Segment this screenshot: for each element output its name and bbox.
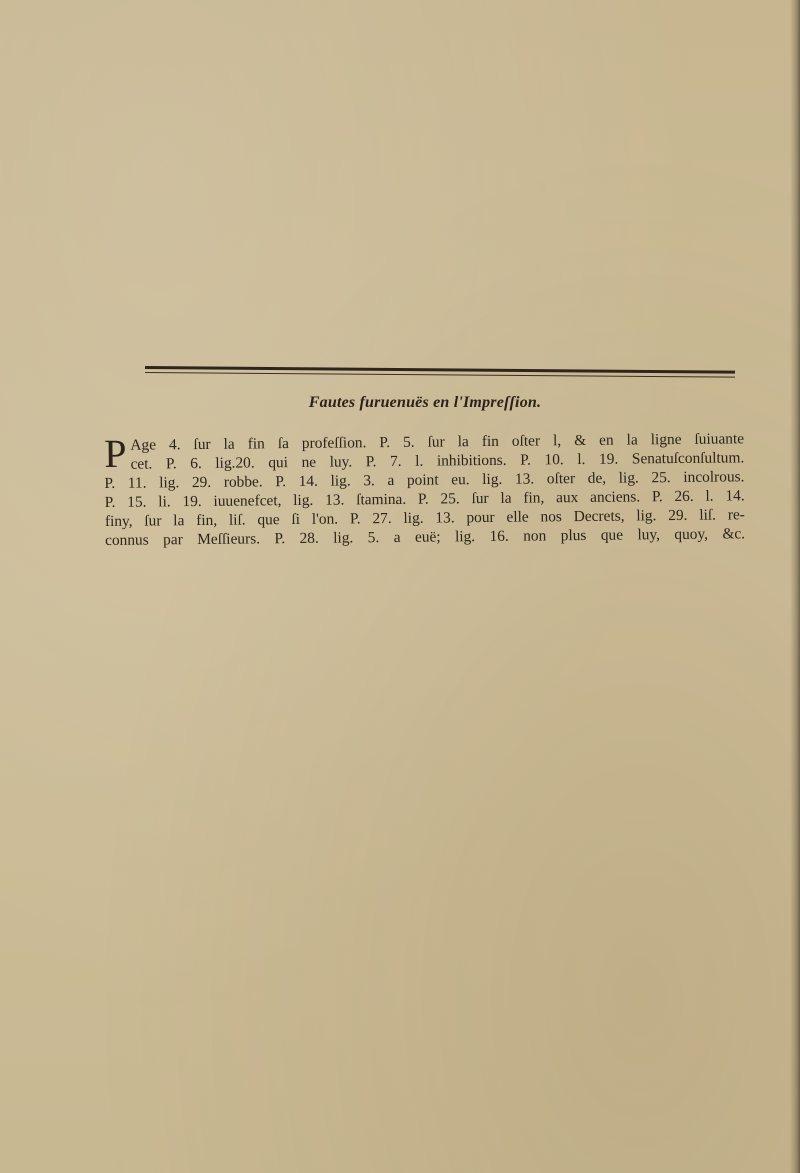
errata-line: P. 11. lig. 29. robbe. P. 14. lig. 3. a point eu. lig. 13. oſter de, lig. 25. incolrous.	[104, 468, 745, 492]
errata-line-text: Age 4. ſur la fin ſa profeſſion. P. 5. ſur la fin oſter l, & en la ligne ſuiuante	[130, 430, 745, 454]
errata-block	[104, 429, 745, 550]
errata-line: P. 15. li. 19. iuuenefcet, lig. 13. ſtamina. P. 25. ſur la fin, aux anciens. P. 26. l. 14.	[104, 487, 745, 511]
errata-line: finy, ſur la fin, liſ. que ſi l'on. P. 27. lig. 13. pour elle nos Decrets, lig. 29. liſ. re-	[104, 506, 745, 530]
errata-line: connus par Meſſieurs. P. 28. lig. 5. a euë; lig. 16. non plus que luy, quoy, &c.	[105, 525, 746, 549]
errata-heading: Fautes furuenuës en l'Impreſſion.	[308, 394, 542, 411]
page-edge-shadow	[790, 0, 800, 1173]
errata-line: cet. P. 6. lig.20. qui ne luy. P. 7. l. inhibitions. P. 10. l. 19. Senatuſconſultum.	[130, 449, 745, 473]
drop-cap: P	[103, 430, 127, 476]
